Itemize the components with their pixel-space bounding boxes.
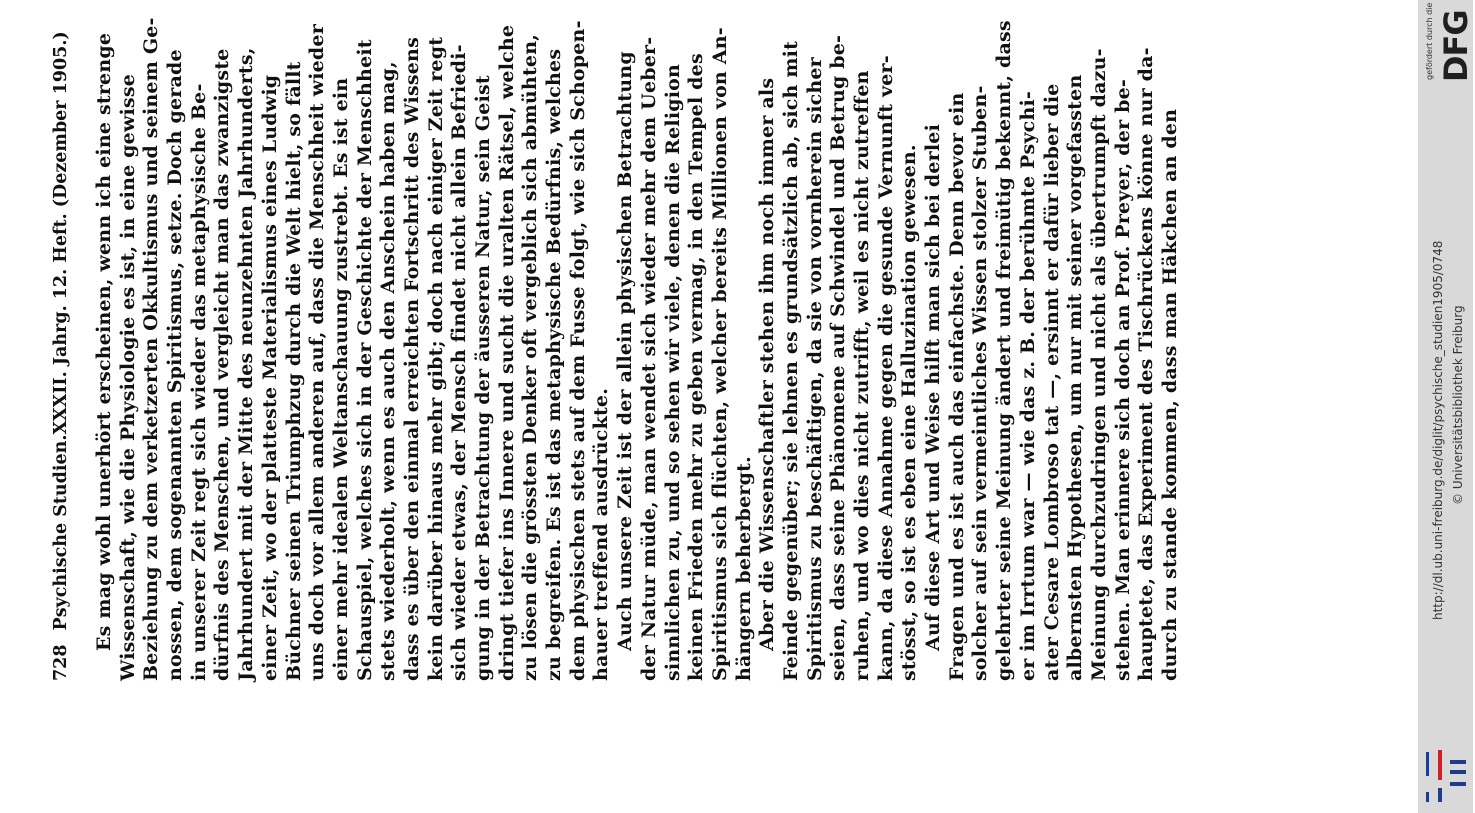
text-line: Spiritismus sich flüchten, welcher bereits Millionen von An- (708, 27, 731, 681)
copyright-note: © Universitätsbibliothek Freiburg (1451, 305, 1465, 505)
scanned-page (45, 0, 1265, 813)
text-line: stets wiederholt, wenn es auch den Anschein haben mag, (377, 61, 400, 681)
text-line: zu lösen die grössten Denker oft vergeblich sich abmühten, (519, 33, 542, 681)
text-line: Meinung durchzudringen und nicht als übertrumpft dazu- (1087, 48, 1110, 681)
issue-info: XXXII. Jahrg. 12. Heft. (Dezember 1905.) (51, 31, 71, 435)
text-line: hauer treffend ausdrückte. (590, 387, 613, 681)
running-head (51, 31, 71, 681)
text-line: ruhen, und wo dies nicht zutrifft, weil es nicht zutreffen (851, 70, 873, 681)
text-line: Feinde gegenüber; sie lehnen es grundsätzlich ab, sich mit (779, 40, 802, 681)
text-line: nossen, dem sogenannten Spiritismus, setze. Doch gerade (164, 49, 187, 681)
text-line: Beziehung zu dem verketzerten Okkultismus und seinem Ge- (140, 17, 163, 681)
text-line: seien, dass seine Phänomene auf Schwindel und Betrug be- (827, 34, 850, 681)
text-line: Wissenschaft, wie die Physiologie es ist, in eine gewisse (116, 73, 139, 681)
text-line: gelehrter seine Meinung ändert und freimütig bekennt, dass (993, 20, 1016, 681)
text-line: hängern beherbergt. (732, 456, 755, 681)
text-line: solcher auf sein vermeintliches Wissen stolzer Stuben- (969, 85, 992, 681)
ub-freiburg-logo-icon (1424, 748, 1468, 804)
text-line: dem physischen stets auf dem Fusse folgt, wie sich Schopen- (566, 20, 589, 681)
text-line: durch zu stande kommen, dass man Häkchen an den (1158, 108, 1181, 681)
text-line: Jahrhundert mit der Mitte des neunzehnten Jahrhunderts, (235, 47, 258, 681)
text-line: albernsten Hypothesen, um nur mit seiner vorgefassten (1064, 74, 1087, 681)
text-line: Aber die Wissenschaftler stehen ihm noch immer als (756, 77, 779, 651)
text-line: stösst, so ist es eben eine Halluzination gewesen. (898, 144, 921, 681)
text-line: Schauspiel, welches sich in der Geschichte der Menschheit (353, 39, 376, 681)
text-line: dürfnis des Menschen, und vergleicht man das zwanzigste (211, 48, 234, 681)
body-text (93, 17, 1183, 681)
dfg-logo-text: DFG (1437, 10, 1475, 82)
funding-note: gefördert durch die (1425, 2, 1434, 80)
page-url[interactable]: http://dl.ub.uni-freiburg.de/diglit/psychische_studien1905/0748 (1431, 240, 1445, 620)
text-line: hauptete, das Experiment des Tischrückens könne nur da- (1135, 47, 1158, 681)
text-line: einer mehr idealen Weltanschauung zustrebt. Es ist ein (329, 77, 352, 681)
text-line: ater Cesare Lombroso tat —, ersinnt er dafür lieber die (1040, 83, 1063, 681)
text-line: kann, da diese Annahme gegen die gesunde Vernunft ver- (874, 55, 897, 681)
text-line: sinnlichen zu, und so sehen wir viele, denen die Religion (661, 63, 684, 681)
text-line: dass es über den einmal erreichten Fortschritt des Wissens (400, 37, 423, 681)
text-line: Büchner seinen Triumphzug durch die Welt hielt, so fällt (282, 61, 305, 681)
text-line: zu begreifen. Es ist das metaphysische Bedürfnis, welches (543, 48, 566, 681)
text-line: einer Zeit, wo der platteste Materialismus eines Ludwig (258, 74, 281, 681)
text-line: Auf diese Art und Weise hilft man sich bei derlei (922, 124, 945, 651)
text-line: Spiritismus zu beschäftigen, da sie von vornherein sicher (803, 57, 826, 681)
page-number: 728 (51, 644, 71, 681)
text-line: Es mag wohl unerhört erscheinen, wenn ich eine strenge (93, 32, 115, 651)
text-line: gung in der Betrachtung der äusseren Natur, sein Geist (472, 75, 494, 681)
text-line: sich wieder etwas, der Mensch findet nicht allein Befriedi- (448, 44, 471, 681)
text-line: kein darüber hinaus mehr gibt; doch nach einiger Zeit regt (424, 36, 447, 681)
text-line: keinen Frieden mehr zu geben vermag, in den Tempel des (685, 53, 708, 681)
text-line: stehen. Man erinnere sich doch an Prof. Preyer, der be- (1111, 79, 1134, 681)
text-line: uns doch vor allem anderen auf, dass die Menschheit wieder (306, 24, 329, 681)
text-line: in unserer Zeit regt sich wieder das metaphysische Be- (187, 83, 210, 681)
dfg-logo (1437, 0, 1475, 82)
text-line: Fragen und es ist auch das einfachste. Denn bevor ein (945, 92, 968, 681)
text-line: Auch unsere Zeit ist der allein physischen Betrachtung (614, 51, 637, 651)
journal-title: Psychische Studien. (51, 434, 71, 631)
text-line: er im Irrtum war — wie das z. B. der berühmte Psychi- (1016, 91, 1039, 681)
text-line: der Natur müde, man wendet sich wieder mehr dem Ueber- (637, 36, 660, 681)
text-line: dringt tiefer ins Innere und sucht die uralten Rätsel, welche (495, 24, 518, 681)
